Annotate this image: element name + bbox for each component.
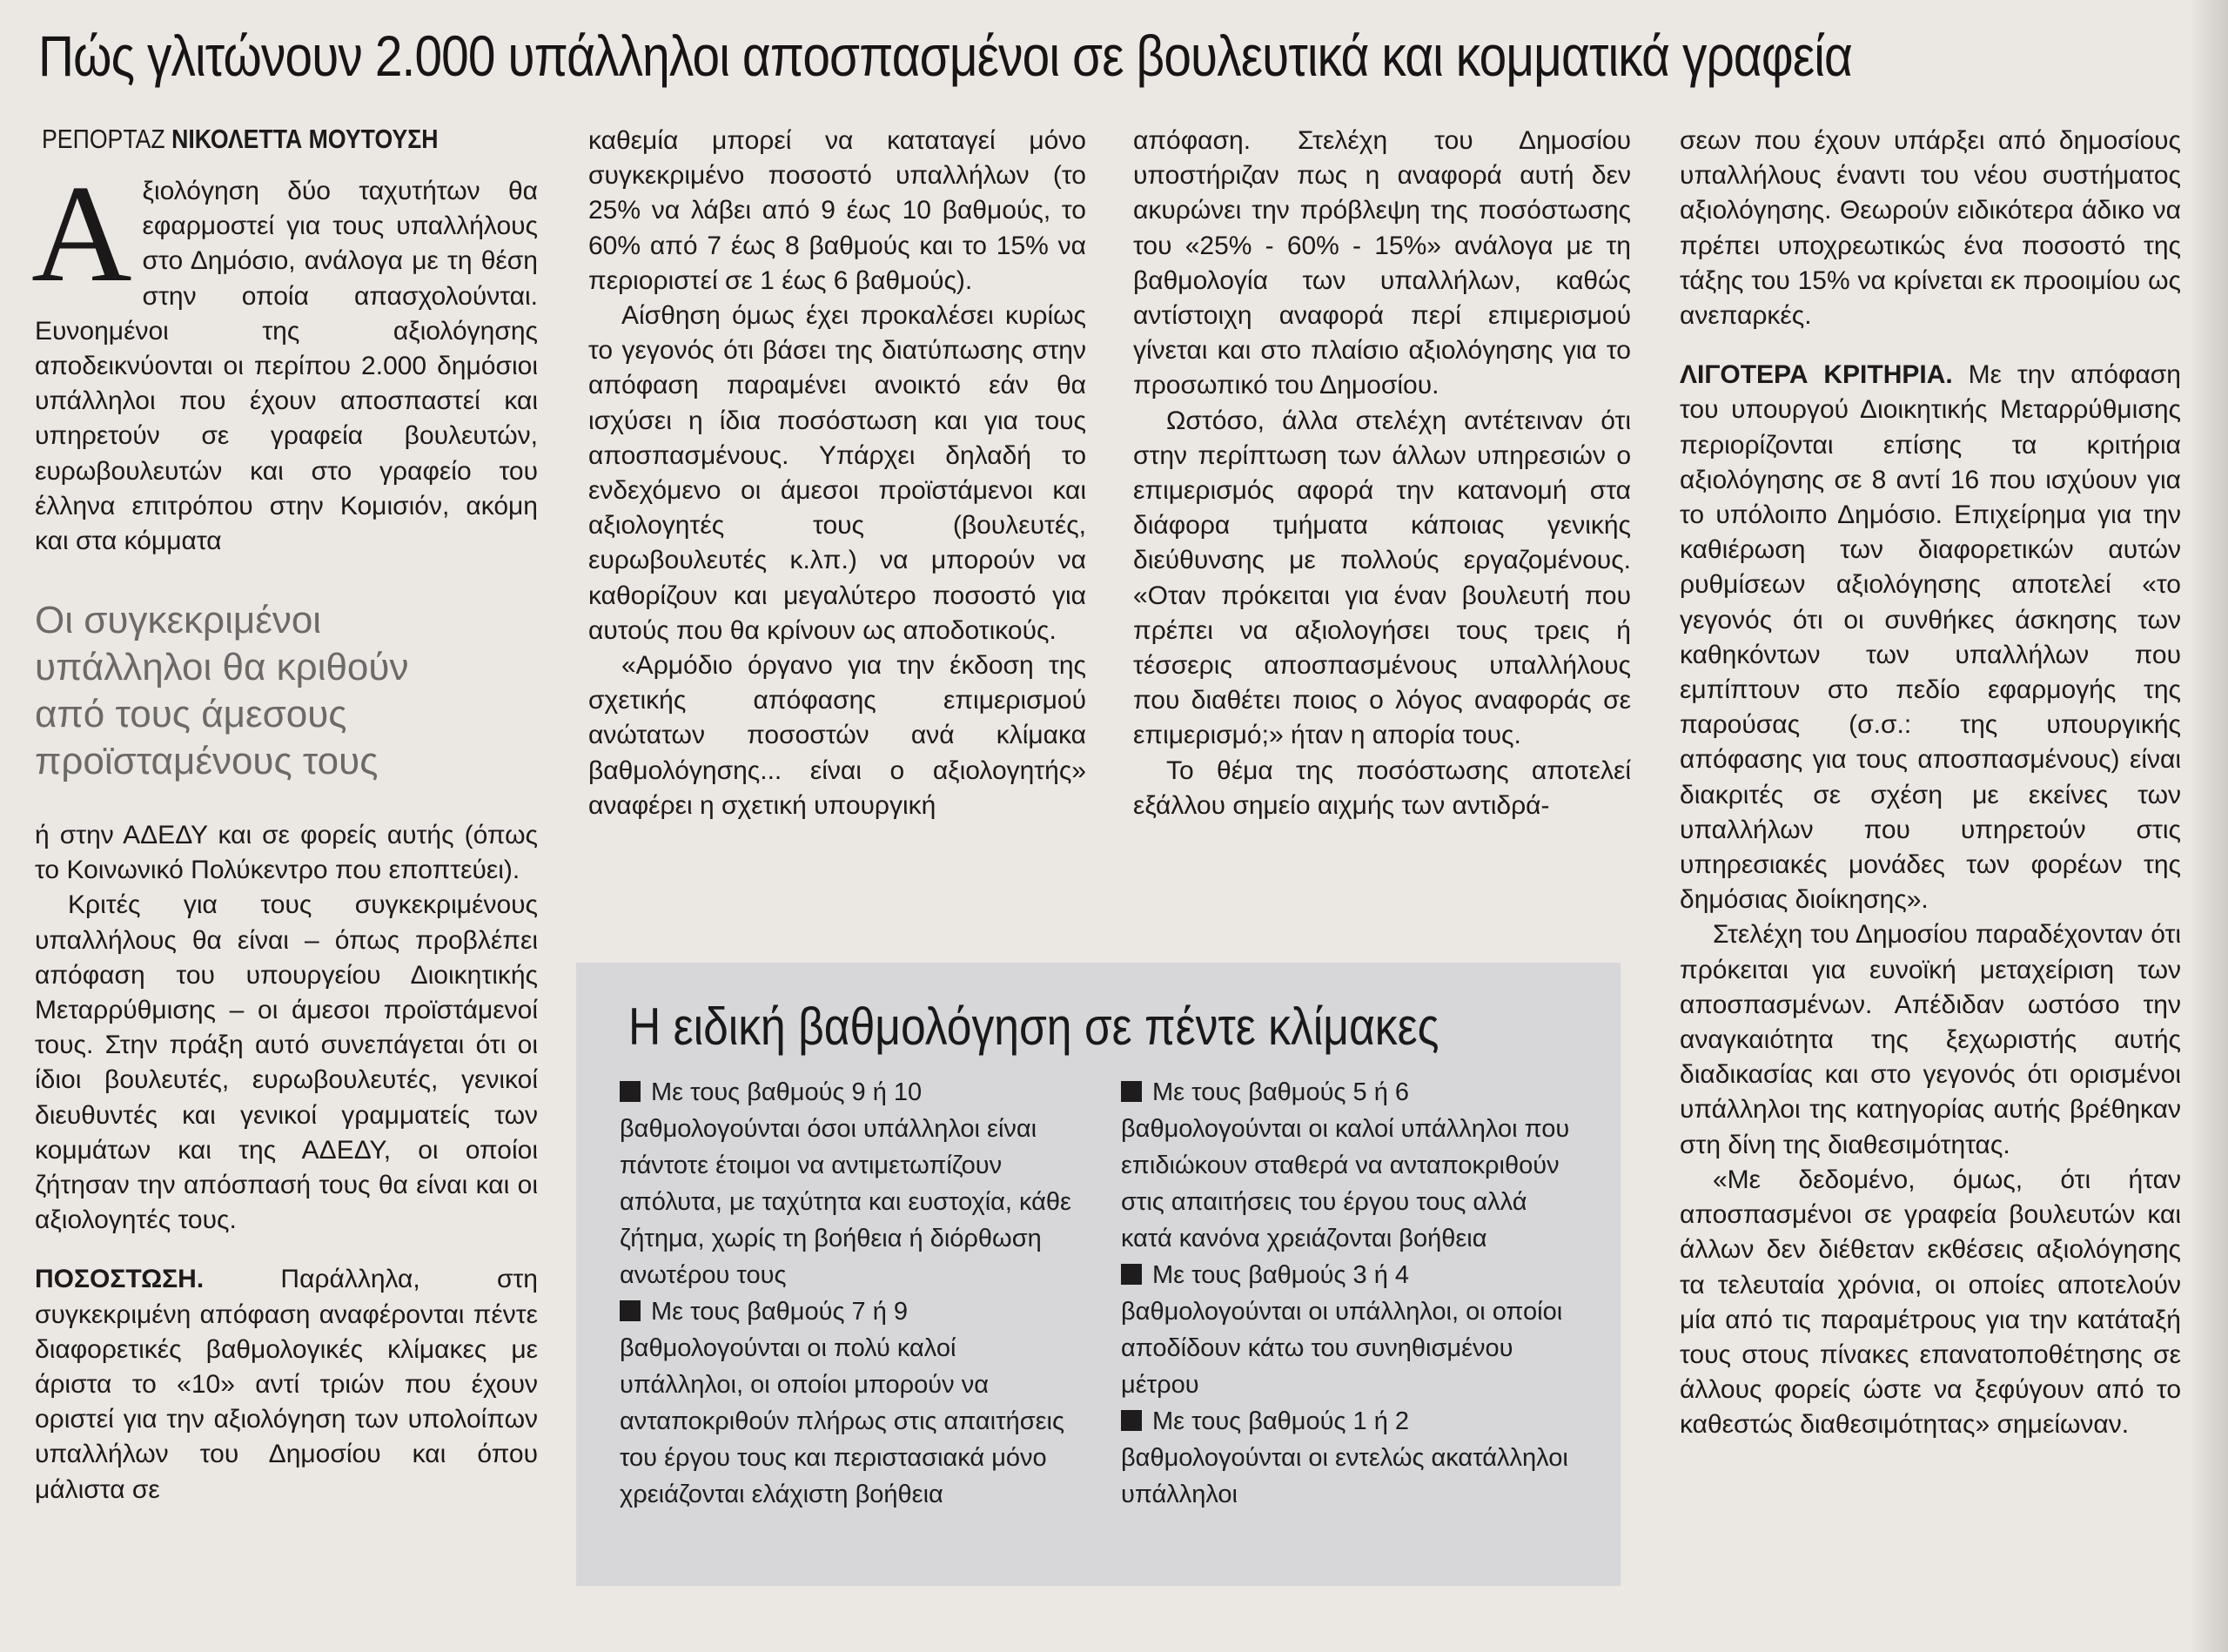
- paragraph: απόφαση. Στελέχη του Δημοσίου υποστήριζαν πως η αναφορά αυτή δεν ακυρώνει την πρόβλεψη της ποσόστωσης του «25% - 60% - 15%» ανάλογα με τη βαθμολογία των υπαλλήλων, καθώς αντίστοιχη αναφορά περί επιμερισμού γίνεται και στο πλαίσιο αξιολόγησης για το προσωπικό του Δημοσίου.: [1133, 126, 1631, 400]
- paragraph: καθεμία μπορεί να καταταγεί μόνο συγκεκριμένο ποσοστό υπαλλήλων (το 25% να λάβει από 9 έως 10 βαθμούς, το 60% από 7 έως 8 βαθμούς και το 15% να περιοριστεί σε 1 έως 6 βαθμούς).: [588, 126, 1086, 295]
- byline-author: ΝΙΚΟΛΕΤΤΑ ΜΟΥΤΟΥΣΗ: [171, 124, 439, 154]
- paragraph: Το θέμα της ποσόστωσης αποτελεί εξάλλου σημείο αιχμής των αντιδρά-: [1133, 755, 1631, 820]
- square-bullet-icon: [620, 1081, 641, 1102]
- paragraph: Στελέχη του Δημοσίου παραδέχονταν ότι πρόκειται για ευνοϊκή μεταχείριση των αποσπασμένων. Απέδιδαν ωστόσο την αναγκαιότητα της ξεχωριστής αυτής διαδικασίας και στο γεγονός ότι ορισμένοι υπάλληλοι της κατηγορίας αυτής βρέθηκαν στη δίνη της διαθεσιμότητας.: [1680, 920, 2181, 1159]
- square-bullet-icon: [1121, 1081, 1142, 1102]
- scale-item-text: Με τους βαθμούς 5 ή 6 βαθμολογούνται οι καλοί υπάλληλοι που επιδιώκουν σταθερά να ανταποκριθούν στις απαιτήσεις του έργου τους αλλά κατά κανόνα χρειάζονται βοήθεια: [1121, 1078, 1570, 1252]
- paragraph: «Με δεδομένο, όμως, ότι ήταν αποσπασμένοι σε γραφεία βουλευτών και άλλων δεν διέθεταν εκθέσεις αξιολόγησης τα τελευταία χρόνια, οι οποίες αποτελούν μία από τις παραμέτρους για την κατάταξή τους στους πίνακες επανατοποθέτησης σε άλλους φορείς ώστε να ξεφύγουν από το καθεστώς διαθεσιμότητας» σημείωναν.: [1680, 1165, 2181, 1440]
- pull-quote: Οι συγκεκριμένοι υπάλληλοι θα κριθούν από τους άμεσους προϊσταμένους τους: [35, 599, 409, 782]
- column-4: [1680, 124, 2181, 1443]
- section-paragraph: [35, 1262, 538, 1507]
- square-bullet-icon: [1121, 1410, 1142, 1431]
- paragraph: σεων που έχουν υπάρξει από δημοσίους υπαλλήλους έναντι του νέου συστήματος αξιολόγησης. Θεωρούν ειδικότερα άδικο να πρέπει υποχρεωτικώς ένα ποσοστό της τάξης του 15% να κρίνεται εκ προοιμίου ως ανεπαρκές.: [1680, 126, 2181, 331]
- paragraph: Ωστόσο, άλλα στελέχη αντέτειναν ότι στην περίπτωση των άλλων υπηρεσιών ο επιμερισμός αφορά την κατανομή στα διάφορα τμήματα κάποιας γενικής διεύθυνσης με πολλούς εργαζομένους. «Οταν πρόκειται για έναν βουλευτή που πρέπει να αξιολογήσει τους τρεις ή τέσσερις αποσπασμένους υπαλλήλους που διαθέτει ποιος ο λόγος αναφοράς σε επιμερισμό;» ήταν η απορία τους.: [1133, 406, 1631, 750]
- scale-item: [1121, 1257, 1582, 1403]
- scale-item: [1121, 1403, 1582, 1513]
- scale-item: [620, 1074, 1081, 1293]
- section-kicker: ΛΙΓΟΤΕΡΑ ΚΡΙΤΗΡΙΑ.: [1680, 360, 1953, 390]
- column-1-top: [31, 156, 538, 559]
- scale-item: [620, 1293, 1081, 1513]
- page-edge-shadow: [2190, 0, 2228, 1652]
- article-headline: Πώς γλιτώνουν 2.000 υπάλληλοι αποσπασμένοι σε βουλευτικά και κομματικά γραφεία: [38, 24, 1852, 88]
- byline: [42, 120, 438, 158]
- paragraph: Αίσθηση όμως έχει προκαλέσει κυρίως το γεγονός ότι βάσει της διατύπωσης στην απόφαση παραμένει ανοικτό εάν θα ισχύσει η ίδια ποσόστωση και για τους αποσπασμένους. Υπάρχει δηλαδή το ενδεχόμενο οι άμεσοι προϊστάμενοι και αξιολογητές τους (βουλευτές, ευρωβουλευτές κ.λπ.) να μπορούν να καθορίζουν και μεγαλύτερο ποσοστό για αυτούς που θα κρίνουν ως αποδοτικούς.: [588, 301, 1086, 645]
- paragraph: «Αρμόδιο όργανο για την έκδοση της σχετικής απόφασης επιμερισμού ανώτατων ποσοστών ανά κλίμακα βαθμολόγησης... είναι ο αξιολογητής» αναφέρει η σχετική υπουργική: [588, 651, 1086, 820]
- lead-paragraph: [31, 156, 538, 559]
- paragraph: Κριτές για τους συγκεκριμένους υπαλλήλους θα είναι – όπως προβλέπει απόφαση του υπουργείου Διοικητικής Μεταρρύθμισης – οι άμεσοι προϊστάμενοί τους. Στην πράξη αυτό συνεπάγεται ότι οι ίδιοι βουλευτές, ευρωβουλευτές, γενικοί διευθυντές και γενικοί γραμματείς των κομμάτων και της ΑΔΕΔΥ, οι οποίοι ζήτησαν την απόσπασή τους θα είναι και οι αξιολογητές τους.: [35, 890, 538, 1235]
- section-text: Με την απόφαση του υπουργού Διοικητικής Μεταρρύθμισης περιορίζονται επίσης τα κριτήρια αξιολόγησης σε 8 αντί 16 που ισχύουν για το υπόλοιπο Δημόσιο. Επιχείρημα για την καθιέρωση των διαφορετικών αυτών ρυθμίσεων αξιολόγησης αποτελεί «το γεγονός ότι οι συνθήκες άσκησης των καθηκόντων των υπαλλήλων που εμπίπτουν στο πεδίο εφαρμογής της παρούσας (σ.σ.: της υπουργικής απόφασης για τους αποσπασμένους) είναι διακριτές σε σχέση με εκείνες των υπαλλήλων που υπηρετούν στις υπηρεσιακές μονάδες των φορέων της δημόσιας διοίκησης».: [1680, 360, 2181, 915]
- scale-item-text: Με τους βαθμούς 9 ή 10 βαθμολογούνται όσοι υπάλληλοι είναι πάντοτε έτοιμοι να αντιμετωπίζουν απόλυτα, με ταχύτητα και ευστοχία, κάθε ζήτημα, χωρίς τη βοήθεια ή διόρθωση ανωτέρου τους: [620, 1078, 1071, 1289]
- column-3: [1133, 124, 1631, 823]
- scale-item-text: Με τους βαθμούς 3 ή 4 βαθμολογούνται οι υπάλληλοι, οι οποίοι αποδίδουν κάτω του συνηθισμένου μέτρου: [1121, 1261, 1563, 1399]
- square-bullet-icon: [1121, 1264, 1142, 1285]
- dropcap: Α: [31, 156, 132, 311]
- sidebar-column-left: [620, 1074, 1081, 1513]
- byline-prefix: ΡΕΠΟΡΤΑΖ: [42, 124, 165, 154]
- scale-item-text: Με τους βαθμούς 1 ή 2 βαθμολογούνται οι εντελώς ακατάλληλοι υπάλληλοι: [1121, 1407, 1568, 1508]
- sidebar-column-right: [1121, 1074, 1582, 1513]
- column-2: [588, 124, 1086, 823]
- lead-text: ξιολόγηση δύο ταχυτήτων θα εφαρμοστεί για τους υπαλλήλους στο Δημόσιο, ανάλογα με τη θέση στην οποία απασχολούνται. Ευνοημένοι της αξιολόγησης αποδεικνύονται οι περίπου 2.000 δημόσιοι υπάλληλοι που έχουν αποσπαστεί και υπηρετούν σε γραφεία βουλευτών, ευρωβουλευτών και στο γραφείο του έλληνα επιτρόπου στην Κομισιόν, ακόμη και στα κόμματα: [35, 177, 538, 556]
- scale-item-text: Με τους βαθμούς 7 ή 9 βαθμολογούνται οι πολύ καλοί υπάλληλοι, οι οποίοι μπορούν να ανταποκριθούν πλήρως στις απαιτήσεις του έργου τους και περιστασιακά μόνο χρειάζονται ελάχιστη βοήθεια: [620, 1298, 1064, 1508]
- sidebar-box: [576, 963, 1621, 1586]
- section-text: Παράλληλα, στη συγκεκριμένη απόφαση αναφέρονται πέντε διαφορετικές βαθμολογικές κλίμακες με άριστα το «10» αντί τριών που έχουν οριστεί για την αξιολόγηση των υπολοίπων υπαλλήλων του Δημοσίου και όπου μάλιστα σε: [35, 1265, 538, 1504]
- section-kicker: ΠΟΣΟΣΤΩΣΗ.: [35, 1265, 205, 1294]
- section-paragraph: [1680, 358, 2181, 917]
- scale-item: [1121, 1074, 1582, 1257]
- column-1-bottom: [35, 818, 538, 1508]
- sidebar-title: Η ειδική βαθμολόγηση σε πέντε κλίμακες: [628, 997, 1439, 1056]
- paragraph: ή στην ΑΔΕΔΥ και σε φορείς αυτής (όπως το Κοινωνικό Πολύκεντρο που εποπτεύει).: [35, 821, 538, 885]
- square-bullet-icon: [620, 1300, 641, 1321]
